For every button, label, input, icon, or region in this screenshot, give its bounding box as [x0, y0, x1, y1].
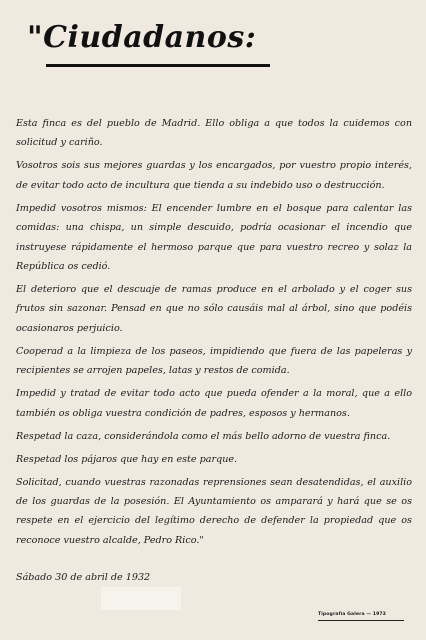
paragraph-fire: Impedid vosotros mismos: El encender lumbre en el bosque para calentar las comidas: una chispa, un simple descuido, podría ocasionar el incendio que instruyese rápidamente el hermoso parque que para vuestro recreo y solaz la República os cedió.	[16, 202, 412, 273]
notice-title: "Ciudadanos:	[27, 20, 257, 55]
paragraph-trees: El deterioro que el descuaje de ramas produce en el arbolado y el coger sus frutos sin sazonar. Pensad en que no sólo causáis mal al árbol, sino que podéis ocasionaros perjuicio.	[16, 284, 412, 334]
paragraph-guards: Solicitad, cuando vuestras razonadas reprensiones sean desatendidas, el auxilio de los guardas de la posesión. El Ayuntamiento os amparará y hará que se os respete en el ejercicio del legítimo derecho de defender la propiedad que os reconoce vuestro alcalde, Pedro Rico."	[16, 476, 412, 546]
paragraph-hunting: Respetad la caza, considerándola como el más bello adorno de vuestra finca.	[16, 430, 391, 442]
printer-credit-rule	[318, 620, 404, 621]
paragraph-ownership: Esta finca es del pueblo de Madrid. Ello obliga a que todos la cuidemos con solicitud y cariño.	[16, 118, 412, 149]
notice-date: Sábado 30 de abril de 1932	[16, 572, 151, 583]
paragraph-guardians: Vosotros sois sus mejores guardas y los encargados, por vuestro propio interés, de evitar todo acto de incultura que tienda a su indebido uso o destrucción.	[16, 160, 412, 191]
title-underline	[46, 64, 270, 67]
printer-credit: Tipografía Galera — 1973	[318, 612, 386, 617]
paragraph-cleanliness: Cooperad a la limpieza de los paseos, impidiendo que fuera de las papeleras y recipientes se arrojen papeles, latas y restos de comida.	[16, 345, 412, 377]
paragraph-morality: Impedid y tratad de evitar todo acto que pueda ofender a la moral, que a ello también os obliga vuestra condición de padres, esposos y hermanos.	[16, 388, 412, 419]
blank-stamp-area	[101, 587, 181, 610]
notice-body	[16, 114, 412, 554]
paragraph-birds: Respetad los pájaros que hay en este parque.	[16, 453, 238, 465]
